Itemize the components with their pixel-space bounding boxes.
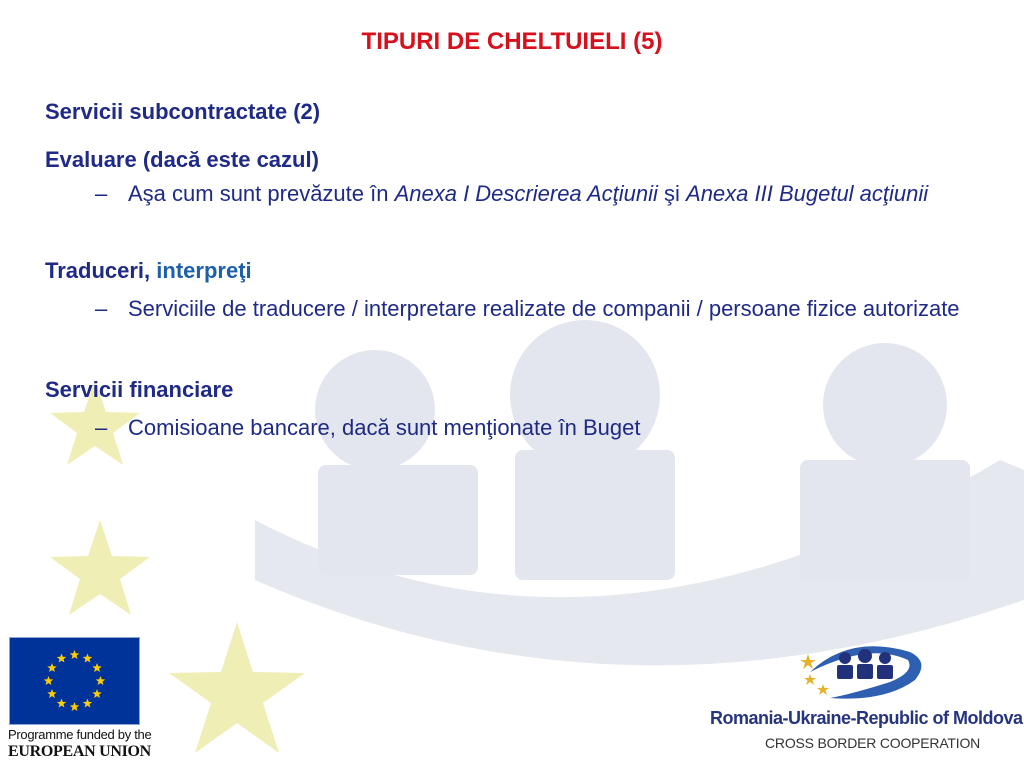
eu-star-icon bbox=[83, 653, 93, 662]
watermark-body-3 bbox=[800, 460, 970, 580]
logo-star bbox=[817, 684, 829, 695]
programme-logo bbox=[790, 632, 930, 704]
translation-heading bbox=[45, 256, 985, 286]
logo-star bbox=[800, 654, 816, 669]
eu-star-icon bbox=[57, 653, 67, 662]
slide-content bbox=[45, 97, 985, 444]
eu-star-icon bbox=[44, 676, 54, 685]
watermark-star-3 bbox=[169, 622, 305, 753]
watermark-body-2 bbox=[515, 450, 675, 580]
eu-star-icon bbox=[92, 663, 102, 672]
annex-1-ref: Anexa I Descrierea Acţiunii bbox=[394, 181, 658, 206]
logo-star bbox=[804, 674, 816, 685]
evaluation-bullet-middle: şi bbox=[657, 181, 687, 206]
translation-bullet-text: Serviciile de traducere / interpretare realizate de companii / persoane fizice autorizate bbox=[128, 296, 960, 321]
bullet-dash: – bbox=[95, 415, 108, 440]
logo-head bbox=[858, 649, 872, 663]
evaluation-heading: Evaluare (dacă este cazul) bbox=[45, 147, 319, 172]
eu-star-icon bbox=[70, 650, 80, 659]
logo-body bbox=[837, 665, 853, 679]
logo-body bbox=[877, 665, 893, 679]
programme-subtitle: CROSS BORDER COOPERATION bbox=[765, 735, 981, 751]
programme-name: Romania-Ukraine-Republic of Moldova bbox=[710, 708, 1023, 728]
watermark-body-1 bbox=[318, 465, 478, 575]
translation-heading-part1: Traduceri, bbox=[45, 258, 157, 283]
financial-bullet bbox=[45, 411, 985, 444]
eu-star-icon bbox=[47, 689, 57, 698]
annex-3-ref: Anexa III Bugetul acţiunii bbox=[686, 181, 929, 206]
section-heading: Servicii subcontractate (2) bbox=[45, 99, 321, 124]
logo-body bbox=[857, 664, 873, 679]
translation-heading-part2: interpreţi bbox=[156, 258, 252, 283]
bullet-dash: – bbox=[95, 181, 108, 206]
eu-stars-icon bbox=[10, 638, 139, 724]
watermark-star-2 bbox=[50, 520, 150, 615]
eu-star-icon bbox=[83, 699, 93, 708]
evaluation-bullet-prefix: Aşa cum sunt prevăzute în bbox=[128, 181, 395, 206]
eu-star-icon bbox=[96, 676, 106, 685]
logo-head bbox=[879, 652, 891, 664]
eu-flag-logo bbox=[9, 637, 140, 725]
evaluation-bullet bbox=[45, 177, 985, 210]
logo-head bbox=[839, 652, 851, 664]
eu-name: EUROPEAN UNION bbox=[8, 743, 151, 760]
eu-star-icon bbox=[47, 663, 57, 672]
bullet-dash: – bbox=[95, 296, 108, 321]
eu-star-icon bbox=[92, 689, 102, 698]
financial-heading: Servicii financiare bbox=[45, 377, 234, 402]
translation-bullet bbox=[45, 292, 985, 325]
financial-bullet-text: Comisioane bancare, dacă sunt menţionate în Buget bbox=[128, 415, 641, 440]
eu-star-icon bbox=[57, 699, 67, 708]
eu-funding-line: Programme funded by the bbox=[8, 727, 152, 742]
slide-title: TIPURI DE CHELTUIELI (5) bbox=[361, 28, 663, 55]
eu-star-icon bbox=[70, 702, 80, 711]
